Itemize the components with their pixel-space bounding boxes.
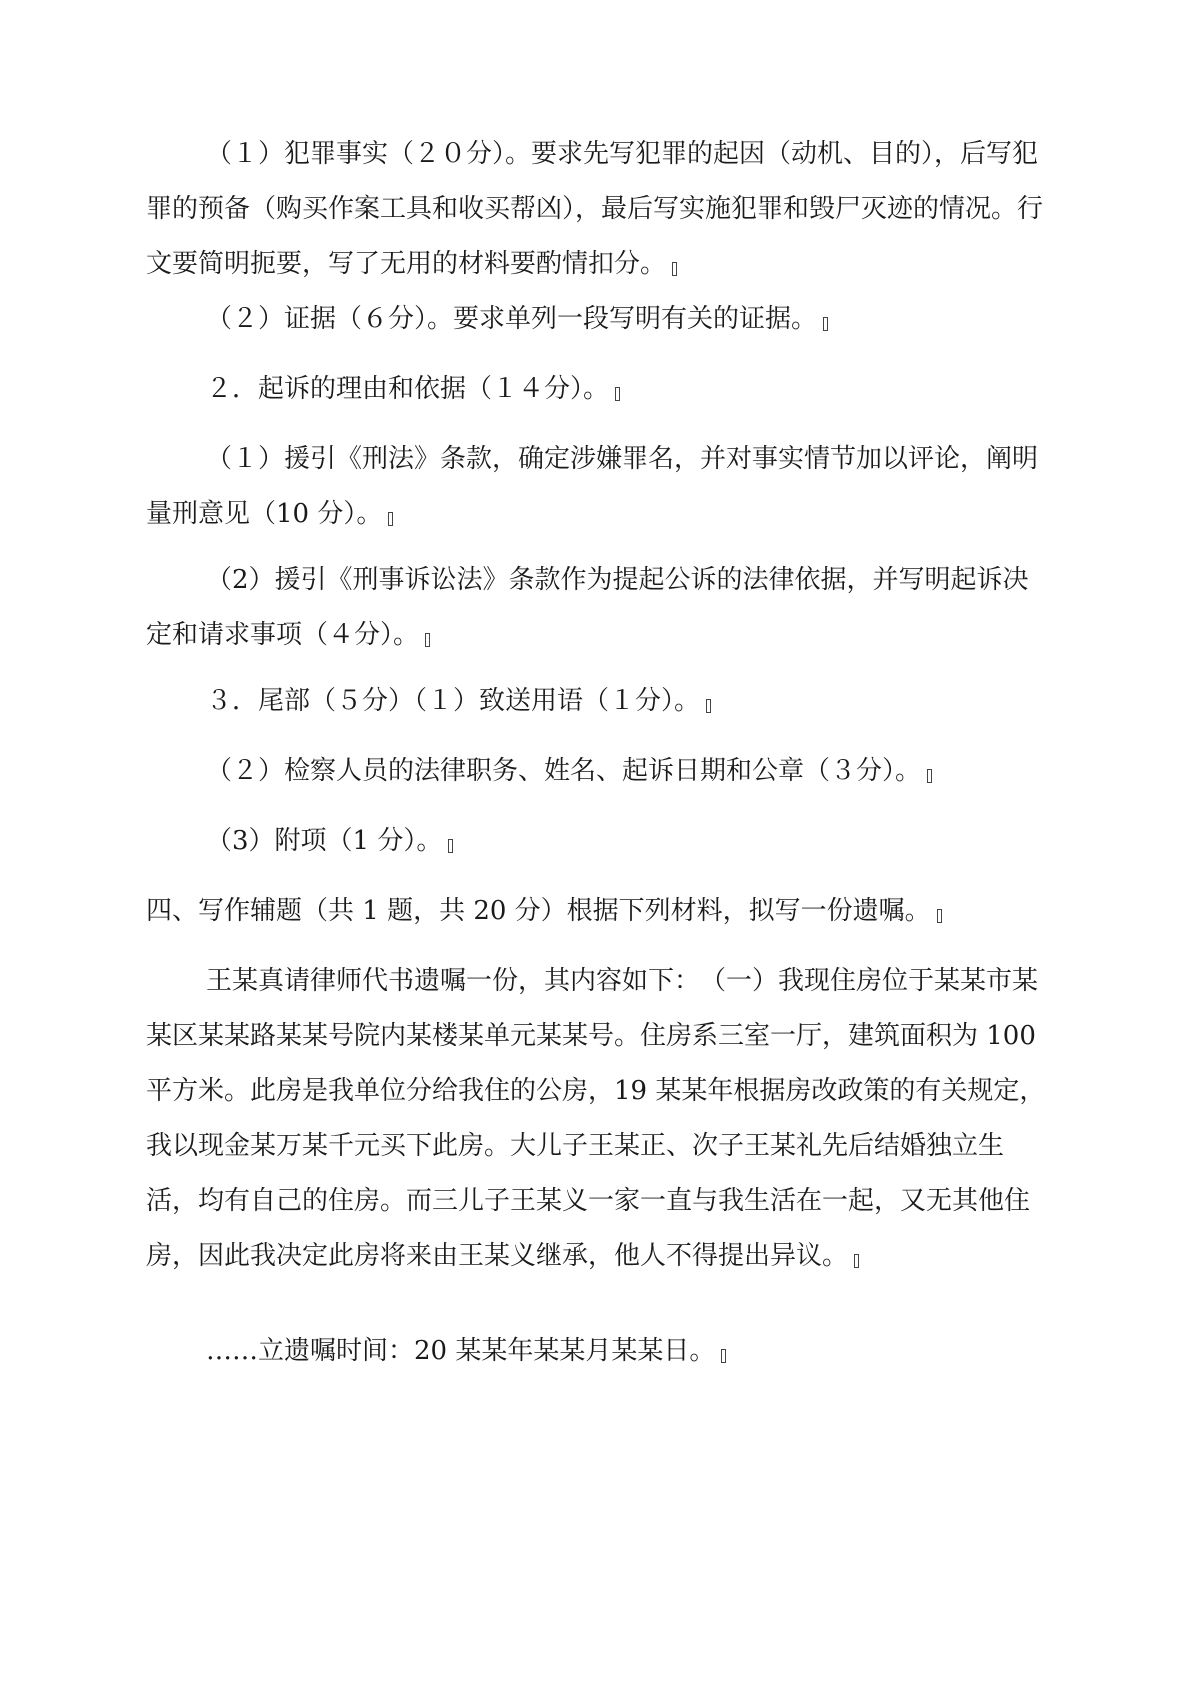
paragraph-criminal-facts: （１）犯罪事实（２０分）。要求先写犯罪的起因（动机、目的），后写犯罪的预备（购买作案工具和收买帮凶），最后写实施犯罪和毁尸灭迹的情况。行文要简明扼要，写了无用的材料要酌情扣分。 — [146, 139, 1044, 279]
paragraph-procedure-law: （2）援引《刑事诉讼法》条款作为提起公诉的法律依据，并写明起诉决定和请求事项（４分）。 — [146, 565, 1029, 650]
paragraph-prosecutor-info: （２）检察人员的法律职务、姓名、起诉日期和公章（３分）。 — [146, 744, 1046, 799]
missing-glyph-box-icon — [927, 769, 932, 783]
missing-glyph-box-icon — [823, 317, 828, 331]
missing-glyph-box-icon — [937, 909, 942, 923]
paragraph-appendix: （3）附项（1 分）。 — [146, 814, 1046, 869]
missing-glyph-box-icon — [388, 512, 393, 526]
missing-glyph-box-icon — [854, 1254, 859, 1268]
section-heading-writing-task: 四、写作辅题（共 1 题，共 20 分）根据下列材料，拟写一份遗嘱。 — [146, 884, 1046, 939]
paragraph-criminal-law: （１）援引《刑法》条款，确定涉嫌罪名，并对事实情节加以评论，阐明量刑意见（10 分）。 — [146, 444, 1039, 529]
paragraph-ending: ３．尾部（５分）（１）致送用语（１分）。 — [146, 674, 1046, 729]
missing-glyph-box-icon — [721, 1349, 726, 1363]
missing-glyph-box-icon — [615, 387, 620, 401]
missing-glyph-box-icon — [448, 839, 453, 853]
paragraph-evidence: （２）证据（６分）。要求单列一段写明有关的证据。 — [146, 292, 1046, 347]
missing-glyph-box-icon — [706, 699, 711, 713]
paragraph-will-date: ……立遗嘱时间：20 某某年某某月某某日。 — [146, 1324, 1046, 1379]
missing-glyph-box-icon — [425, 633, 430, 647]
paragraph-grounds-heading: ２．起诉的理由和依据（１４分）。 — [146, 362, 1046, 417]
missing-glyph-box-icon — [672, 262, 677, 276]
paragraph-will-content: 王某真请律师代书遗嘱一份，其内容如下： （一）我现住房位于某某市某某区某某路某某号院内某楼某单元某某号。住房系三室一厅，建筑面积为 100 平方米。此房是我单位分给我住的公房，19 某某年根据房改政策的有关规定，我以现金某万某千元买下此房。大儿子王某正、次子王某礼先后结婚独立生活，均有自己的住房。而三儿子王某义一家一直与我生活在一起，又无其他住房，因此我决定此房将来由王某义继承，他人不得提出异议。 — [146, 966, 1046, 1271]
